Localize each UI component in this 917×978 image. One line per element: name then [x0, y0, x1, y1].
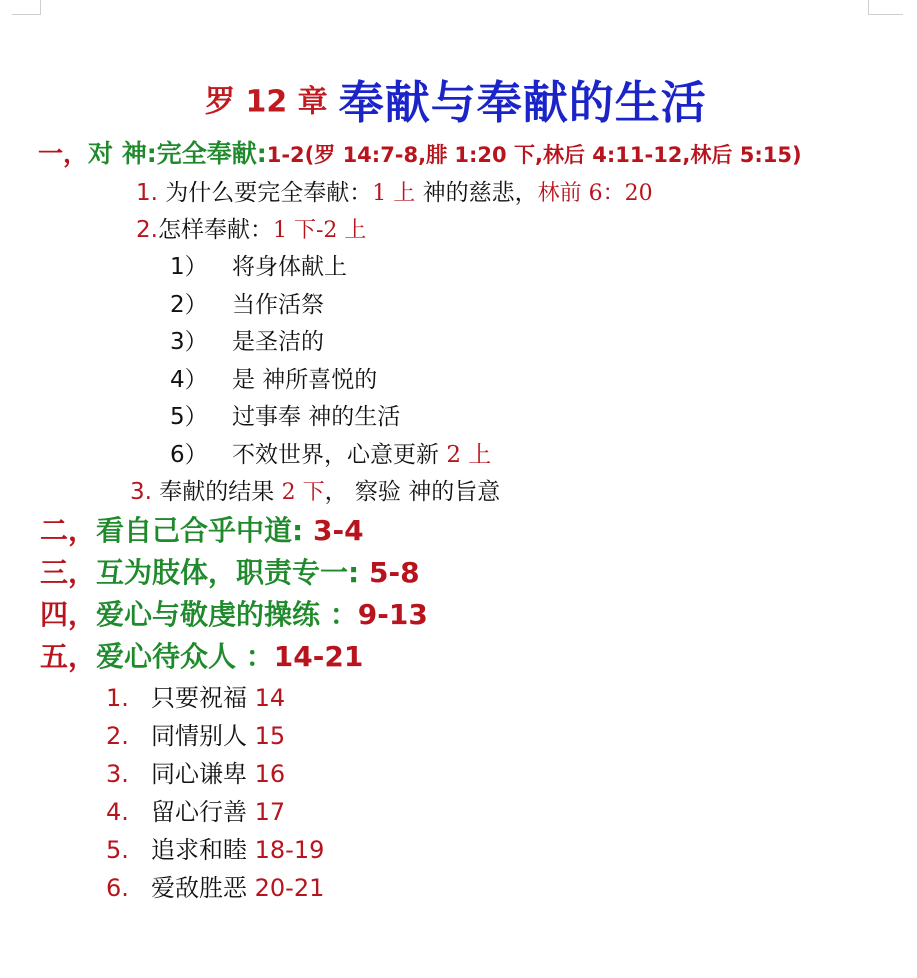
section-number: 二，: [40, 514, 97, 547]
list-item: [106, 754, 285, 789]
section-number: 五，: [40, 640, 97, 673]
item-number: 3.: [106, 760, 129, 788]
step-number: 4）: [170, 367, 208, 393]
item-number: 6.: [106, 874, 129, 902]
item-ref: 15: [254, 722, 286, 750]
title-text: 奉献与奉献的生活: [338, 76, 707, 129]
section-heading: [40, 593, 428, 633]
section-1-title: 对 神:完全奉献:: [88, 139, 267, 168]
section-1-point-2: [136, 211, 366, 244]
point-ref: 1 下-2 上: [272, 218, 367, 243]
section-ref: 5-8: [359, 556, 420, 589]
page-corner-mark-left: [12, 0, 41, 15]
item-ref: 20-21: [254, 874, 325, 902]
point-text-2: ， 察验 神的旨意: [324, 479, 501, 505]
step-text: 不效世界，心意更新: [232, 442, 447, 468]
item-text: 同心谦卑: [151, 760, 255, 788]
step-item: [170, 286, 324, 319]
page-corner-mark-right: [868, 0, 903, 15]
point-ref-2: 林前 6：20: [537, 181, 653, 206]
section-ref: 9-13: [357, 598, 428, 631]
section-title: 爱心待众人 ：: [96, 640, 274, 673]
step-number: 5）: [170, 404, 208, 430]
section-1-refs: 1-2(罗 14:7-8,腓 1:20 下,林后 4:11-12,林后 5:15): [266, 143, 802, 167]
section-heading: [40, 509, 364, 549]
step-item: [170, 398, 400, 431]
point-ref: 2 下: [281, 480, 325, 505]
section-title: 互为肢体，职责专一:: [96, 556, 360, 589]
section-1-point-3: [130, 473, 500, 506]
section-number: 三，: [40, 556, 97, 589]
step-text: 过事奉 神的生活: [232, 404, 401, 430]
point-ref: 1 上: [372, 181, 416, 206]
point-number: 2.: [136, 217, 158, 243]
point-number: 1.: [136, 180, 158, 206]
step-item: [170, 361, 377, 394]
item-text: 爱敌胜恶: [151, 874, 255, 902]
point-number: 3.: [130, 479, 152, 505]
section-heading: [40, 551, 420, 591]
section-1-point-1: [136, 174, 653, 207]
list-item: [106, 678, 285, 713]
step-text: 当作活祭: [232, 292, 324, 318]
step-text: 是圣洁的: [232, 329, 324, 355]
item-number: 5.: [106, 836, 129, 864]
step-text: 将身体献上: [232, 254, 347, 280]
step-number: 2）: [170, 292, 208, 318]
item-ref: 17: [254, 798, 286, 826]
step-item: [170, 323, 324, 356]
step-number: 1）: [170, 254, 208, 280]
section-1-number: 一，: [38, 139, 89, 168]
step-number: 6）: [170, 442, 208, 468]
point-text-2: 神的慈悲，: [415, 180, 538, 206]
section-ref: 14-21: [273, 640, 364, 673]
section-1-heading: [38, 134, 802, 170]
item-text: 留心行善: [151, 798, 255, 826]
section-number: 四，: [40, 598, 97, 631]
item-text: 只要祝福: [151, 684, 255, 712]
list-item: [106, 868, 324, 903]
item-ref: 14: [254, 684, 286, 712]
section-title: 看自己合乎中道:: [96, 514, 304, 547]
point-text: 为什么要完全奉献：: [165, 180, 373, 206]
item-number: 1.: [106, 684, 129, 712]
item-number: 4.: [106, 798, 129, 826]
page-title: [205, 66, 707, 131]
list-item: [106, 830, 324, 865]
point-text: 怎样奉献：: [157, 217, 273, 243]
item-number: 2.: [106, 722, 129, 750]
item-ref: 16: [254, 760, 286, 788]
list-item: [106, 792, 285, 827]
section-heading: [40, 635, 363, 675]
step-ref: 2 上: [446, 442, 492, 468]
item-text: 追求和睦: [151, 836, 255, 864]
item-ref: 18-19: [254, 836, 325, 864]
chapter-label: 罗 12 章: [205, 84, 328, 120]
item-text: 同情别人: [151, 722, 255, 750]
section-title: 爱心与敬虔的操练 ：: [96, 598, 358, 631]
step-text: 是 神所喜悦的: [232, 367, 378, 393]
point-text: 奉献的结果: [159, 479, 282, 505]
step-item: [170, 248, 347, 281]
section-ref: 3-4: [303, 514, 364, 547]
step-item: [170, 436, 491, 469]
list-item: [106, 716, 285, 751]
step-number: 3）: [170, 329, 208, 355]
